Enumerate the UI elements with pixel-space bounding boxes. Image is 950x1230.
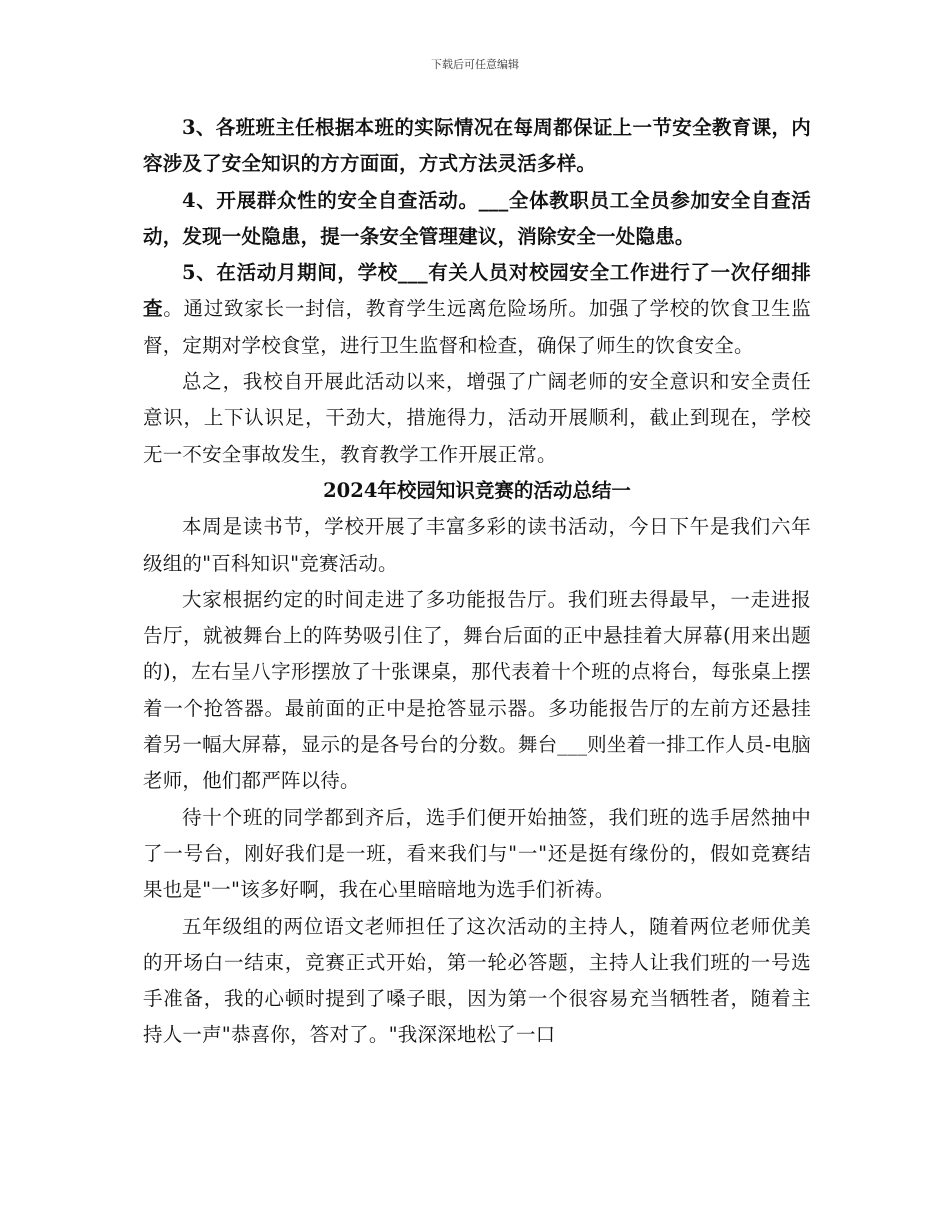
paragraph-item-5-text: 。通过致家长一封信，教育学生远离危险场所。加强了学校的饮食卫生监督，定期对学校食堂，进行卫生监督和检查，确保了师生的饮食安全。 bbox=[143, 297, 811, 357]
document-body bbox=[143, 110, 811, 1054]
summary-paragraph: 总之，我校自开展此活动以来，增强了广阔老师的安全意识和安全责任意识，上下认识足，干劲大，措施得力，活动开展顺利，截止到现在，学校无一不安全事故发生，教育教学工作开展正常。 bbox=[143, 370, 811, 466]
body-paragraph-4: 五年级组的两位语文老师担任了这次活动的主持人，随着两位老师优美的开场白一结束，竞赛正式开始，第一轮必答题，主持人让我们班的一号选手准备，我的心顿时提到了嗓子眼，因为第一个很容易充当牺牲者，随着主持人一声"恭喜你，答对了。"我深深地松了一口 bbox=[143, 914, 811, 1047]
body-paragraph-3: 待十个班的同学都到齐后，选手们便开始抽签，我们班的选手居然抽中了一号台，刚好我们是一班，看来我们与"一"还是挺有缘份的，假如竞赛结果也是"一"该多好啊，我在心里暗暗地为选手们祈祷。 bbox=[143, 805, 811, 902]
header-note: 下载后可任意编辑 bbox=[431, 58, 519, 71]
body-paragraph-2: 大家根据约定的时间走进了多功能报告厅。我们班去得最早，一走进报告厅，就被舞台上的阵势吸引住了，舞台后面的正中悬挂着大屏幕(用来出题的)，左右呈八字形摆放了十张课桌，那代表着十个班的点将台，每张桌上摆着一个抢答器。最前面的正中是抢答显示器。多功能报告厅的左前方还悬挂着另一幅大屏幕，显示的是各号台的分数。舞台___则坐着一排工作人员-电脑老师，他们都严阵以待。 bbox=[143, 587, 811, 793]
paragraph-item-5 bbox=[143, 255, 811, 364]
body-paragraph-1: 本周是读书节，学校开展了丰富多彩的读书活动，今日下午是我们六年级组的"百科知识"竞赛活动。 bbox=[143, 515, 811, 575]
paragraph-item-5-bold: 5、在活动月期间，学校___有关人员对校园安全工作进行了一次仔细排查 bbox=[143, 261, 811, 321]
paragraph-item-4: 4、开展群众性的安全自查活动。___全体教职员工全员参加安全自查活动，发现一处隐患，提一条安全管理建议，消除安全一处隐患。 bbox=[143, 188, 811, 248]
paragraph-item-3: 3、各班班主任根据本班的实际情况在每周都保证上一节安全教育课，内容涉及了安全知识的方方面面，方式方法灵活多样。 bbox=[143, 116, 811, 176]
section-title: 2024年校园知识竞赛的活动总结一 bbox=[323, 478, 631, 502]
